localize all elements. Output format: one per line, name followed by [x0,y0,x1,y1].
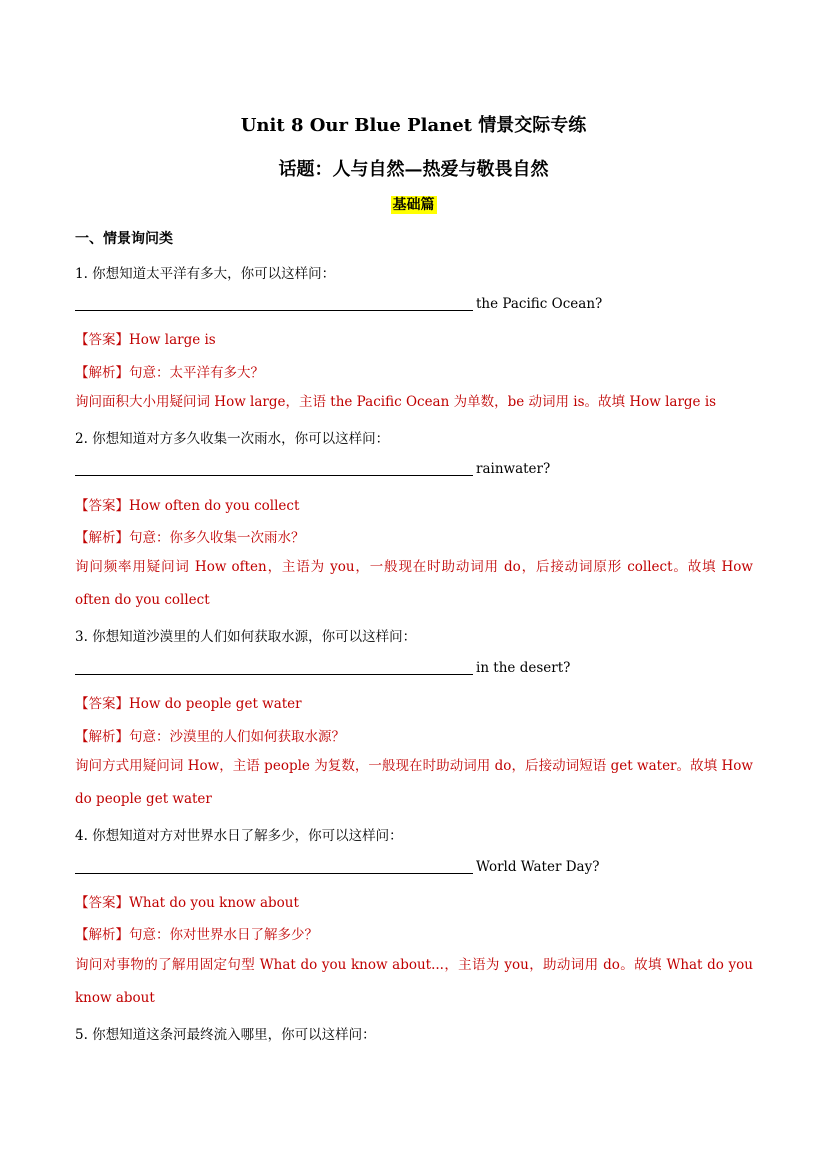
blank-tail-text: in the desert? [476,660,571,676]
question-prompt-2: 2. 你想知道对方多久收集一次雨水，你可以这样问： [75,431,390,447]
analysis-label: 【解析】 [75,365,129,381]
section-heading: 一、情景询问类 [75,231,173,247]
sentence-meaning: 句意：太平洋有多大？ [129,365,264,381]
document-subtitle: 话题：人与自然—热爱与敬畏自然 [278,159,549,180]
answer-line-1 [75,328,216,348]
answer-blank-line [75,859,473,874]
blank-tail-text: rainwater? [476,461,551,477]
question-prompt-3: 3. 你想知道沙漠里的人们如何获取水源，你可以这样问： [75,629,417,645]
explanation-1: 询问面积大小用疑问词 How large，主语 the Pacific Ocean 为单数，be 动词用 is。故填 How large is [75,394,717,410]
answer-blank-line [75,296,473,311]
answer-label: 【答案】 [75,332,129,348]
analysis-label: 【解析】 [75,729,129,745]
analysis-line-1 [75,361,264,381]
answer-text: How often do you collect [129,498,300,514]
sentence-meaning: 句意：你对世界水日了解多少？ [129,927,318,943]
answer-text: How do people get water [129,696,302,712]
analysis-label: 【解析】 [75,530,129,546]
answer-text: What do you know about [129,895,299,911]
explanation-3: 询问方式用疑问词 How，主语 people 为复数，一般现在时助动词用 do，后接动词短语 get water。故填 How do people get water [75,758,753,807]
analysis-label: 【解析】 [75,927,129,943]
answer-text: How large is [129,332,216,348]
level-badge: 基础篇 [392,197,435,213]
answer-label: 【答案】 [75,895,129,911]
answer-blank-line [75,660,473,675]
sentence-meaning: 句意：你多久收集一次雨水？ [129,530,305,546]
analysis-line-2 [75,526,305,546]
answer-label: 【答案】 [75,696,129,712]
blank-tail-text: World Water Day? [476,859,600,875]
document-title: Unit 8 Our Blue Planet 情景交际专练 [240,115,587,136]
analysis-line-3 [75,725,345,745]
explanation-2: 询问频率用疑问词 How often，主语为 you，一般现在时助动词用 do，后接动词原形 collect。故填 How often do you collect [75,559,753,608]
answer-blank-line [75,461,473,476]
answer-line-4 [75,891,299,911]
question-prompt-4: 4. 你想知道对方对世界水日了解多少，你可以这样问： [75,828,403,844]
level-badge-wrap [0,194,827,214]
explanation-4: 询问对事物的了解用固定句型 What do you know about...，主语为 you，助动词用 do。故填 What do you know about [75,957,753,1006]
answer-line-3 [75,692,302,712]
sentence-meaning: 句意：沙漠里的人们如何获取水源？ [129,729,345,745]
answer-line-2 [75,494,299,514]
question-prompt-1: 1. 你想知道太平洋有多大，你可以这样问： [75,266,336,282]
blank-tail-text: the Pacific Ocean? [476,296,603,312]
analysis-line-4 [75,923,318,943]
answer-label: 【答案】 [75,498,129,514]
question-prompt-5: 5. 你想知道这条河最终流入哪里，你可以这样问： [75,1027,376,1043]
